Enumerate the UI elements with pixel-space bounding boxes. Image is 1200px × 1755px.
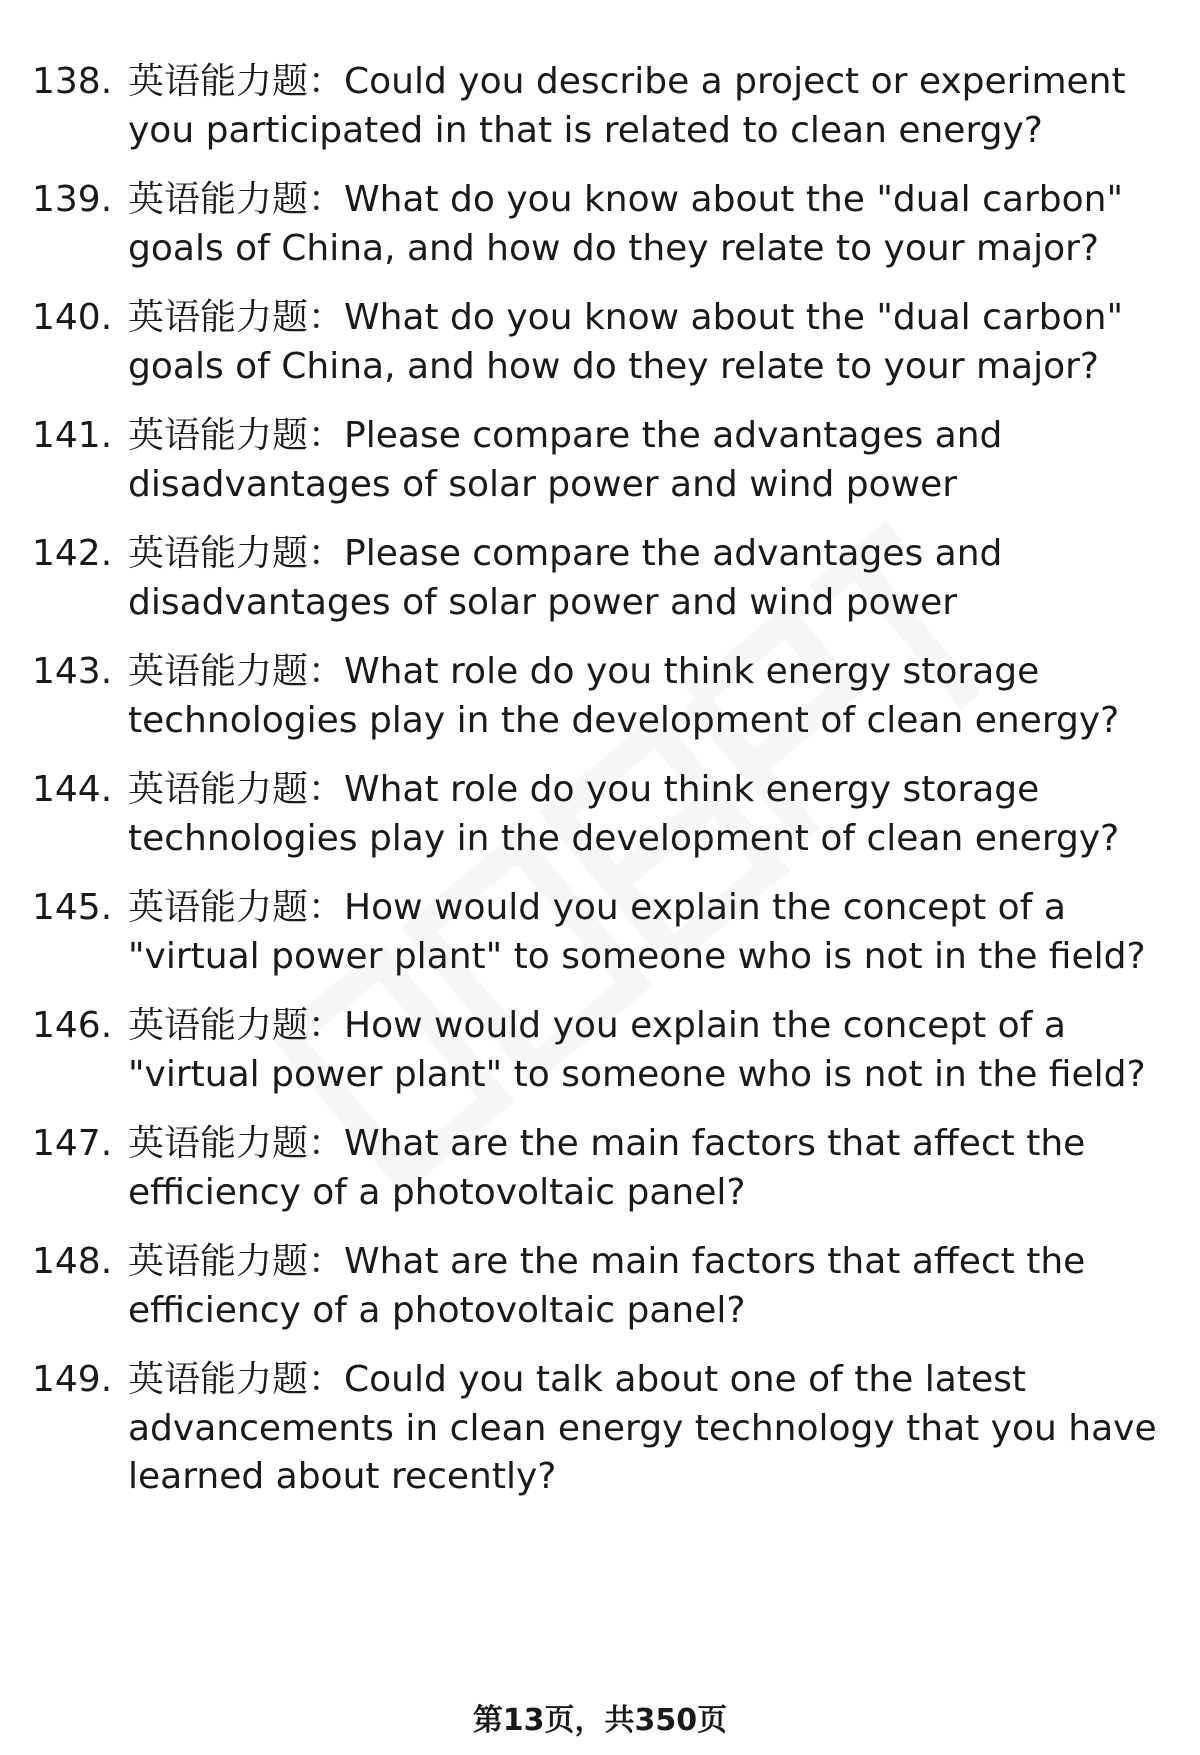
question-item bbox=[32, 1238, 1172, 1335]
question-body bbox=[128, 412, 1172, 509]
question-body bbox=[128, 530, 1172, 627]
question-number: 147. bbox=[32, 1123, 113, 1164]
question-item bbox=[32, 1120, 1172, 1217]
question-item bbox=[32, 766, 1172, 863]
question-label: 英语能力题： bbox=[128, 651, 345, 692]
question-body bbox=[128, 58, 1172, 155]
question-item bbox=[32, 530, 1172, 627]
question-text: What do you know about the "dual carbon" goals of China, and how do they relate to your major? bbox=[128, 297, 1124, 387]
question-number: 148. bbox=[32, 1241, 113, 1282]
question-label: 英语能力题： bbox=[128, 297, 345, 338]
question-number: 143. bbox=[32, 651, 113, 692]
question-body bbox=[128, 648, 1172, 745]
question-text: What do you know about the "dual carbon" goals of China, and how do they relate to your major? bbox=[128, 179, 1124, 269]
question-item bbox=[32, 1002, 1172, 1099]
question-label: 英语能力题： bbox=[128, 1359, 345, 1400]
question-number: 138. bbox=[32, 61, 113, 102]
question-item bbox=[32, 58, 1172, 155]
question-text: How would you explain the concept of a "virtual power plant" to someone who is not in the field? bbox=[128, 887, 1146, 977]
question-text: Could you talk about one of the latest advancements in clean energy technology that you have learned about recently? bbox=[128, 1359, 1157, 1497]
page-number-footer: 第13页，共350页 bbox=[472, 1703, 728, 1738]
question-label: 英语能力题： bbox=[128, 1123, 345, 1164]
question-number: 140. bbox=[32, 297, 113, 338]
question-text: Could you describe a project or experiment you participated in that is related to clean energy? bbox=[128, 61, 1126, 151]
question-label: 英语能力题： bbox=[128, 1005, 345, 1046]
question-number: 139. bbox=[32, 179, 113, 220]
question-item bbox=[32, 1356, 1172, 1502]
question-number: 144. bbox=[32, 769, 113, 810]
question-text: What role do you think energy storage technologies play in the development of clean energy? bbox=[128, 651, 1120, 741]
question-body bbox=[128, 294, 1172, 391]
question-label: 英语能力题： bbox=[128, 1241, 345, 1282]
question-body bbox=[128, 1120, 1172, 1217]
question-text: What are the main factors that affect the efficiency of a photovoltaic panel? bbox=[128, 1123, 1086, 1213]
question-number: 141. bbox=[32, 415, 113, 456]
question-body bbox=[128, 884, 1172, 981]
question-label: 英语能力题： bbox=[128, 533, 345, 574]
question-item bbox=[32, 884, 1172, 981]
question-item bbox=[32, 412, 1172, 509]
question-number: 142. bbox=[32, 533, 113, 574]
question-text: Please compare the advantages and disadvantages of solar power and wind power bbox=[128, 533, 1003, 623]
question-item bbox=[32, 176, 1172, 273]
question-number: 145. bbox=[32, 887, 113, 928]
question-text: What role do you think energy storage technologies play in the development of clean energy? bbox=[128, 769, 1120, 859]
question-number: 146. bbox=[32, 1005, 113, 1046]
question-number: 149. bbox=[32, 1359, 113, 1400]
question-list bbox=[32, 58, 1172, 1502]
question-item bbox=[32, 648, 1172, 745]
question-body bbox=[128, 176, 1172, 273]
question-label: 英语能力题： bbox=[128, 179, 345, 220]
question-body bbox=[128, 1238, 1172, 1335]
question-label: 英语能力题： bbox=[128, 61, 345, 102]
question-body bbox=[128, 1002, 1172, 1099]
question-body bbox=[128, 766, 1172, 863]
question-item bbox=[32, 294, 1172, 391]
question-label: 英语能力题： bbox=[128, 887, 345, 928]
question-label: 英语能力题： bbox=[128, 769, 345, 810]
question-text: How would you explain the concept of a "virtual power plant" to someone who is not in the field? bbox=[128, 1005, 1146, 1095]
question-label: 英语能力题： bbox=[128, 415, 345, 456]
question-text: Please compare the advantages and disadvantages of solar power and wind power bbox=[128, 415, 1003, 505]
question-text: What are the main factors that affect the efficiency of a photovoltaic panel? bbox=[128, 1241, 1086, 1331]
question-body bbox=[128, 1356, 1172, 1502]
